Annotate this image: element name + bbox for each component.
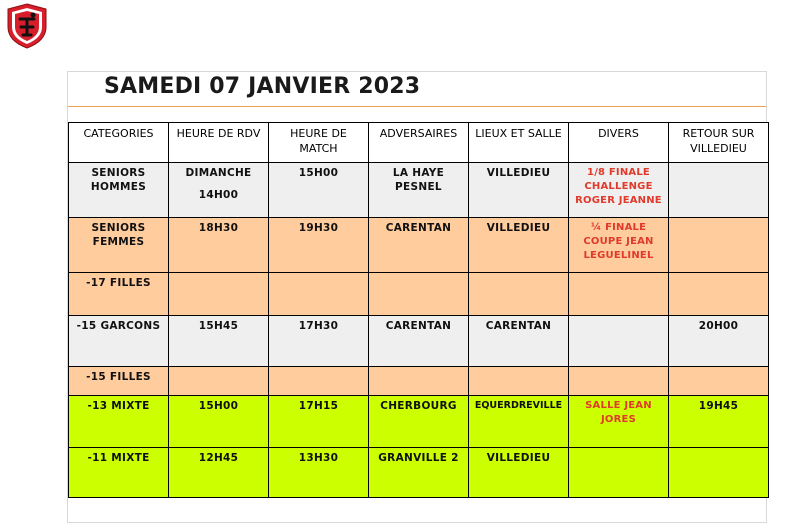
schedule-table xyxy=(68,122,769,498)
cell-adversaire: LA HAYE PESNEL xyxy=(369,163,469,218)
cell-match: 17H30 xyxy=(269,316,369,367)
cell-divers: ¼ FINALE COUPE JEAN LEGUELINEL xyxy=(569,218,669,273)
cell-match: 15H00 xyxy=(269,163,369,218)
schedule-sheet xyxy=(67,71,767,523)
header-adversaires: ADVERSAIRES xyxy=(369,123,469,163)
cell-categorie: -15 GARCONS xyxy=(69,316,169,367)
header-heure-rdv: HEURE DE RDV xyxy=(169,123,269,163)
cell-divers xyxy=(569,273,669,316)
cell-divers: SALLE JEAN JORES xyxy=(569,396,669,448)
cell-lieu: CARENTAN xyxy=(469,316,569,367)
cell-retour xyxy=(669,218,769,273)
handball-club-logo-icon xyxy=(6,3,48,49)
cell-rdv: 15H45 xyxy=(169,316,269,367)
cell-divers xyxy=(569,367,669,396)
cell-rdv: 15H00 xyxy=(169,396,269,448)
cell-lieu: VILLEDIEU xyxy=(469,218,569,273)
header-heure-match: HEURE DE MATCH xyxy=(269,123,369,163)
cell-divers xyxy=(569,316,669,367)
cell-categorie: -17 FILLES xyxy=(69,273,169,316)
cell-retour: 20H00 xyxy=(669,316,769,367)
cell-retour xyxy=(669,448,769,498)
page-title: SAMEDI 07 JANVIER 2023 xyxy=(104,74,421,99)
cell-retour xyxy=(669,163,769,218)
cell-divers: 1/8 FINALE CHALLENGE ROGER JEANNE xyxy=(569,163,669,218)
cell-categorie: -15 FILLES xyxy=(69,367,169,396)
rdv-time: 14H00 xyxy=(198,189,239,201)
cell-adversaire xyxy=(369,367,469,396)
cell-match: 17H15 xyxy=(269,396,369,448)
table-row xyxy=(69,367,769,396)
table-row xyxy=(69,396,769,448)
cell-adversaire xyxy=(369,273,469,316)
header-divers: DIVERS xyxy=(569,123,669,163)
cell-categorie: SENIORS HOMMES xyxy=(69,163,169,218)
table-row xyxy=(69,273,769,316)
cell-rdv: 12H45 xyxy=(169,448,269,498)
header-lieux: LIEUX ET SALLE xyxy=(469,123,569,163)
header-categories: CATEGORIES xyxy=(69,123,169,163)
cell-adversaire: GRANVILLE 2 xyxy=(369,448,469,498)
cell-retour xyxy=(669,367,769,396)
cell-match xyxy=(269,273,369,316)
rdv-day: DIMANCHE xyxy=(185,167,252,179)
cell-categorie: SENIORS FEMMES xyxy=(69,218,169,273)
cell-retour xyxy=(669,273,769,316)
cell-lieu: VILLEDIEU xyxy=(469,448,569,498)
cell-rdv xyxy=(169,163,269,218)
cell-rdv: 18H30 xyxy=(169,218,269,273)
cell-lieu xyxy=(469,367,569,396)
club-logo xyxy=(6,3,48,49)
title-divider xyxy=(68,106,766,107)
cell-match xyxy=(269,367,369,396)
cell-retour: 19H45 xyxy=(669,396,769,448)
header-row xyxy=(69,123,769,163)
table-row xyxy=(69,218,769,273)
cell-adversaire: CHERBOURG xyxy=(369,396,469,448)
cell-rdv xyxy=(169,273,269,316)
cell-lieu xyxy=(469,273,569,316)
cell-rdv xyxy=(169,367,269,396)
table-row xyxy=(69,316,769,367)
cell-categorie: -13 MIXTE xyxy=(69,396,169,448)
cell-lieu: VILLEDIEU xyxy=(469,163,569,218)
cell-lieu: EQUERDREVILLE xyxy=(469,396,569,448)
cell-adversaire: CARENTAN xyxy=(369,316,469,367)
header-retour: RETOUR SUR VILLEDIEU xyxy=(669,123,769,163)
table-row xyxy=(69,448,769,498)
cell-divers xyxy=(569,448,669,498)
cell-match: 19H30 xyxy=(269,218,369,273)
table-row xyxy=(69,163,769,218)
cell-match: 13H30 xyxy=(269,448,369,498)
cell-categorie: -11 MIXTE xyxy=(69,448,169,498)
cell-adversaire: CARENTAN xyxy=(369,218,469,273)
